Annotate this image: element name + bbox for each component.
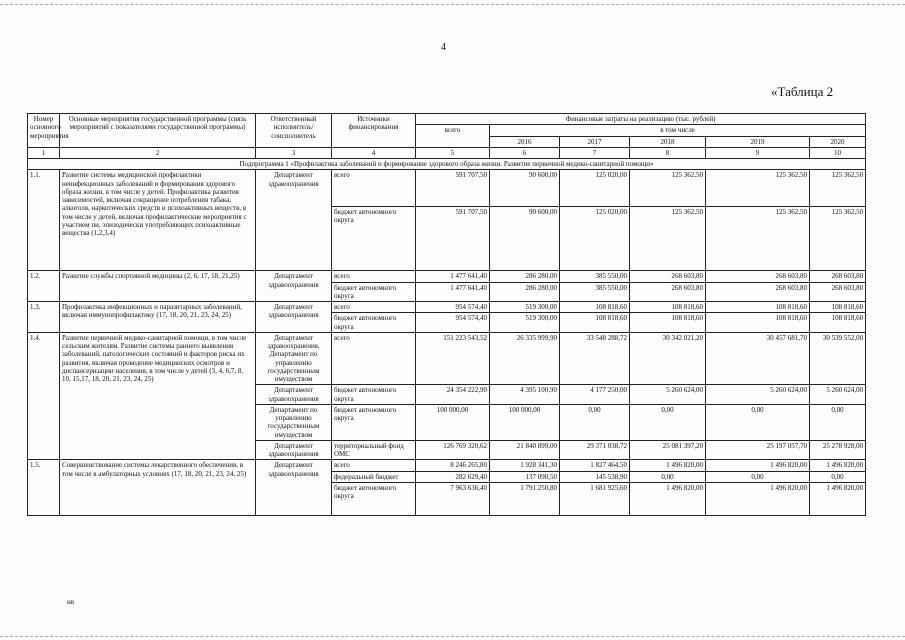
value-2016: 1 791 250,80 [490, 482, 560, 515]
value-2019: 125 362,50 [706, 170, 810, 207]
value-2017: 145 538,90 [560, 471, 630, 482]
value-2019: 5 260 624,00 [706, 385, 810, 405]
funding-source: бюджет автономного округа [332, 404, 416, 440]
value-2019: 125 362,50 [706, 207, 810, 271]
table-row [28, 332, 866, 385]
value-2018: 1 496 820,00 [630, 460, 706, 471]
header-year-2019: 2019 [706, 136, 810, 147]
value-total: 591 707,50 [416, 170, 490, 207]
value-2019: 1 496 820,00 [706, 482, 810, 515]
measure-name: Совершенствование системы лекарственного обеспечения, в том числе в амбулаторных условиях (17, 18, 20, 21, 23, 24, 25) [60, 460, 256, 516]
responsible-executor: Департамент здравоохранения, Департамент по управлению государственным имуществом [256, 332, 332, 385]
value-2018: 0,00 [630, 404, 706, 440]
value-2017: 1 827 464,50 [560, 460, 630, 471]
responsible-executor: Департамент здравоохранения [256, 302, 332, 333]
table-row [28, 460, 866, 471]
value-2016: 286 280,00 [490, 271, 560, 282]
footer-mark: нв [67, 598, 75, 606]
value-2016: 137 090,50 [490, 471, 560, 482]
measure-name: Развитие системы медицинской профилактики неинфекционных заболеваний и формирования здорового образа жизни, в том числе у детей. Профилактика развития зависимостей, включая сокращение потребления табака, алкоголя, наркотических средств и психоактивных веществ, в том числе у детей, включая профилактические мероприятия с участием пи, эпизодически употребляющих психоактивные вещества (1,2,3,4) [60, 170, 256, 271]
value-total: 1 477 641,40 [416, 271, 490, 282]
top-scan-line [0, 4, 905, 5]
value-2016: 286 280,00 [490, 282, 560, 302]
funding-source: всего [332, 332, 416, 385]
value-2020: 108 818,60 [810, 302, 866, 313]
value-2018: 125 362,50 [630, 170, 706, 207]
column-number: 3 [256, 147, 332, 158]
value-2020: 25 278 928,00 [810, 440, 866, 460]
header-including: в том числе [490, 125, 866, 136]
value-2018: 108 818,60 [630, 302, 706, 313]
value-2019: 0,00 [706, 404, 810, 440]
value-2020: 0,00 [810, 471, 866, 482]
funding-source: территориальный фонд ОМС [332, 440, 416, 460]
value-total: 591 707,50 [416, 207, 490, 271]
funding-source: федеральный бюджет [332, 471, 416, 482]
value-2016: 100 000,00 [490, 404, 560, 440]
column-number: 8 [630, 147, 706, 158]
value-total: 1 477 641,40 [416, 282, 490, 302]
table-row [28, 302, 866, 313]
value-2019: 1 496 820,00 [706, 460, 810, 471]
measure-name: Развитие службы спортивной медицины (2, 6, 17, 18, 21,25) [60, 271, 256, 302]
table-header [28, 114, 866, 159]
page-number: 4 [441, 42, 446, 53]
responsible-executor: Департамент здравоохранения [256, 385, 332, 405]
financing-table [27, 113, 866, 516]
header-year-2020: 2020 [810, 136, 866, 147]
value-2018: 1 496 820,00 [630, 482, 706, 515]
value-total: 100 000,00 [416, 404, 490, 440]
value-2018: 25 081 397,20 [630, 440, 706, 460]
value-2020: 5 260 624,00 [810, 385, 866, 405]
row-number: 1.4. [28, 332, 60, 460]
row-number: 1.3. [28, 302, 60, 333]
responsible-executor: Департамент по управлению государственным имуществом [256, 404, 332, 440]
row-number: 1.1. [28, 170, 60, 271]
funding-source: бюджет автономного округа [332, 282, 416, 302]
value-2017: 385 550,00 [560, 271, 630, 282]
bottom-scan-line [0, 636, 905, 637]
value-2018: 5 260 624,00 [630, 385, 706, 405]
value-2018: 268 603,80 [630, 282, 706, 302]
responsible-executor: Департамент здравоохранения [256, 170, 332, 271]
table-caption: «Таблица 2 [771, 84, 834, 99]
value-2020: 0,00 [810, 404, 866, 440]
value-2018: 125 362,50 [630, 207, 706, 271]
value-2019: 0,00 [706, 471, 810, 482]
value-2017: 29 371 038,72 [560, 440, 630, 460]
value-total: 24 354 222,90 [416, 385, 490, 405]
value-2017: 108 818,60 [560, 302, 630, 313]
column-number: 1 [28, 147, 60, 158]
funding-source: бюджет автономного округа [332, 385, 416, 405]
value-2019: 108 818,60 [706, 313, 810, 333]
value-total: 954 574,40 [416, 313, 490, 333]
value-2016: 1 928 341,30 [490, 460, 560, 471]
value-2019: 25 197 057,70 [706, 440, 810, 460]
funding-source: всего [332, 302, 416, 313]
value-2019: 108 818,60 [706, 302, 810, 313]
header-year-2018: 2018 [630, 136, 706, 147]
column-number: 10 [810, 147, 866, 158]
value-2019: 268 603,80 [706, 282, 810, 302]
value-2020: 268 603,80 [810, 271, 866, 282]
value-2018: 30 342 021,20 [630, 332, 706, 385]
subprogram-title: Подпрограмма 1 «Профилактика заболеваний и формирование здорового образа жизни. Развитие первичной медико-санитарной помощи» [28, 159, 866, 170]
funding-source: бюджет автономного округа [332, 313, 416, 333]
row-number: 1.5. [28, 460, 60, 516]
value-2020: 1 496 820,00 [810, 460, 866, 471]
value-2020: 125 362,50 [810, 170, 866, 207]
value-2018: 108 818,60 [630, 313, 706, 333]
value-2017: 0,00 [560, 404, 630, 440]
responsible-executor: Департамент здравоохранения [256, 460, 332, 516]
value-2020: 125 362,50 [810, 207, 866, 271]
table-row [28, 170, 866, 207]
header-num: Номер основного мероприятия [28, 114, 60, 148]
header-year-2017: 2017 [560, 136, 630, 147]
table-body [28, 159, 866, 516]
value-2020: 1 496 820,00 [810, 482, 866, 515]
header-responsible: Ответственный исполнитель/ соисполнитель [256, 114, 332, 148]
table-row [28, 271, 866, 282]
value-2016: 26 335 999,90 [490, 332, 560, 385]
measure-name: Развитие первичной медико-санитарной помощи, в том числе сельским жителям. Развитие системы раннего выявления заболеваний, патологических состояний и факторов риска их развития, включая проведение медицинских осмотров и диспансеризации населения, в том числе у детей (3, 4, 6,7, 8, 10, 15,17, 18, 20, 21, 23, 24, 25) [60, 332, 256, 460]
header-total: всего [416, 125, 490, 148]
column-number: 2 [60, 147, 256, 158]
column-number: 5 [416, 147, 490, 158]
header-sources: Источники финансирования [332, 114, 416, 148]
funding-source: всего [332, 460, 416, 471]
column-number: 7 [560, 147, 630, 158]
value-2017: 385 550,00 [560, 282, 630, 302]
value-2020: 30 539 552,00 [810, 332, 866, 385]
value-2016: 519 300,00 [490, 313, 560, 333]
value-2016: 4 395 100,90 [490, 385, 560, 405]
header-finance: Финансовые затраты на реализацию (тыс. рублей) [416, 114, 866, 125]
funding-source: бюджет автономного округа [332, 482, 416, 515]
value-2016: 90 600,00 [490, 170, 560, 207]
value-2017: 125 020,00 [560, 207, 630, 271]
funding-source: всего [332, 170, 416, 207]
value-2017: 125 020,00 [560, 170, 630, 207]
value-2020: 108 818,60 [810, 313, 866, 333]
value-total: 282 629,40 [416, 471, 490, 482]
row-number: 1.2. [28, 271, 60, 302]
funding-source: всего [332, 271, 416, 282]
value-2019: 30 457 681,70 [706, 332, 810, 385]
value-2016: 21 840 899,00 [490, 440, 560, 460]
measure-name: Профилактика инфекционных и паразитарных заболеваний, включая иммунопрофилактику (17, 18, 20, 21, 23, 24, 25) [60, 302, 256, 333]
column-number: 4 [332, 147, 416, 158]
column-numbers-row [28, 147, 866, 158]
value-2018: 0,00 [630, 471, 706, 482]
value-2016: 90 600,00 [490, 207, 560, 271]
value-total: 151 223 543,52 [416, 332, 490, 385]
value-2017: 108 818,60 [560, 313, 630, 333]
responsible-executor: Департамент здравоохранения [256, 271, 332, 302]
value-total: 7 963 636,40 [416, 482, 490, 515]
value-2017: 1 681 925,60 [560, 482, 630, 515]
value-2017: 33 548 288,72 [560, 332, 630, 385]
header-measures: Основные мероприятия государственной программы (связь мероприятий с показателями государственной программы) [60, 114, 256, 148]
value-total: 8 246 265,80 [416, 460, 490, 471]
column-number: 9 [706, 147, 810, 158]
value-2019: 268 603,80 [706, 271, 810, 282]
value-2020: 268 603,80 [810, 282, 866, 302]
responsible-executor: Департамент здравоохранения [256, 440, 332, 460]
header-year-2016: 2016 [490, 136, 560, 147]
value-2018: 268 603,80 [630, 271, 706, 282]
value-total: 954 574,40 [416, 302, 490, 313]
value-total: 126 769 320,62 [416, 440, 490, 460]
column-number: 6 [490, 147, 560, 158]
funding-source: бюджет автономного округа [332, 207, 416, 271]
value-2016: 519 300,00 [490, 302, 560, 313]
value-2017: 4 177 250,00 [560, 385, 630, 405]
